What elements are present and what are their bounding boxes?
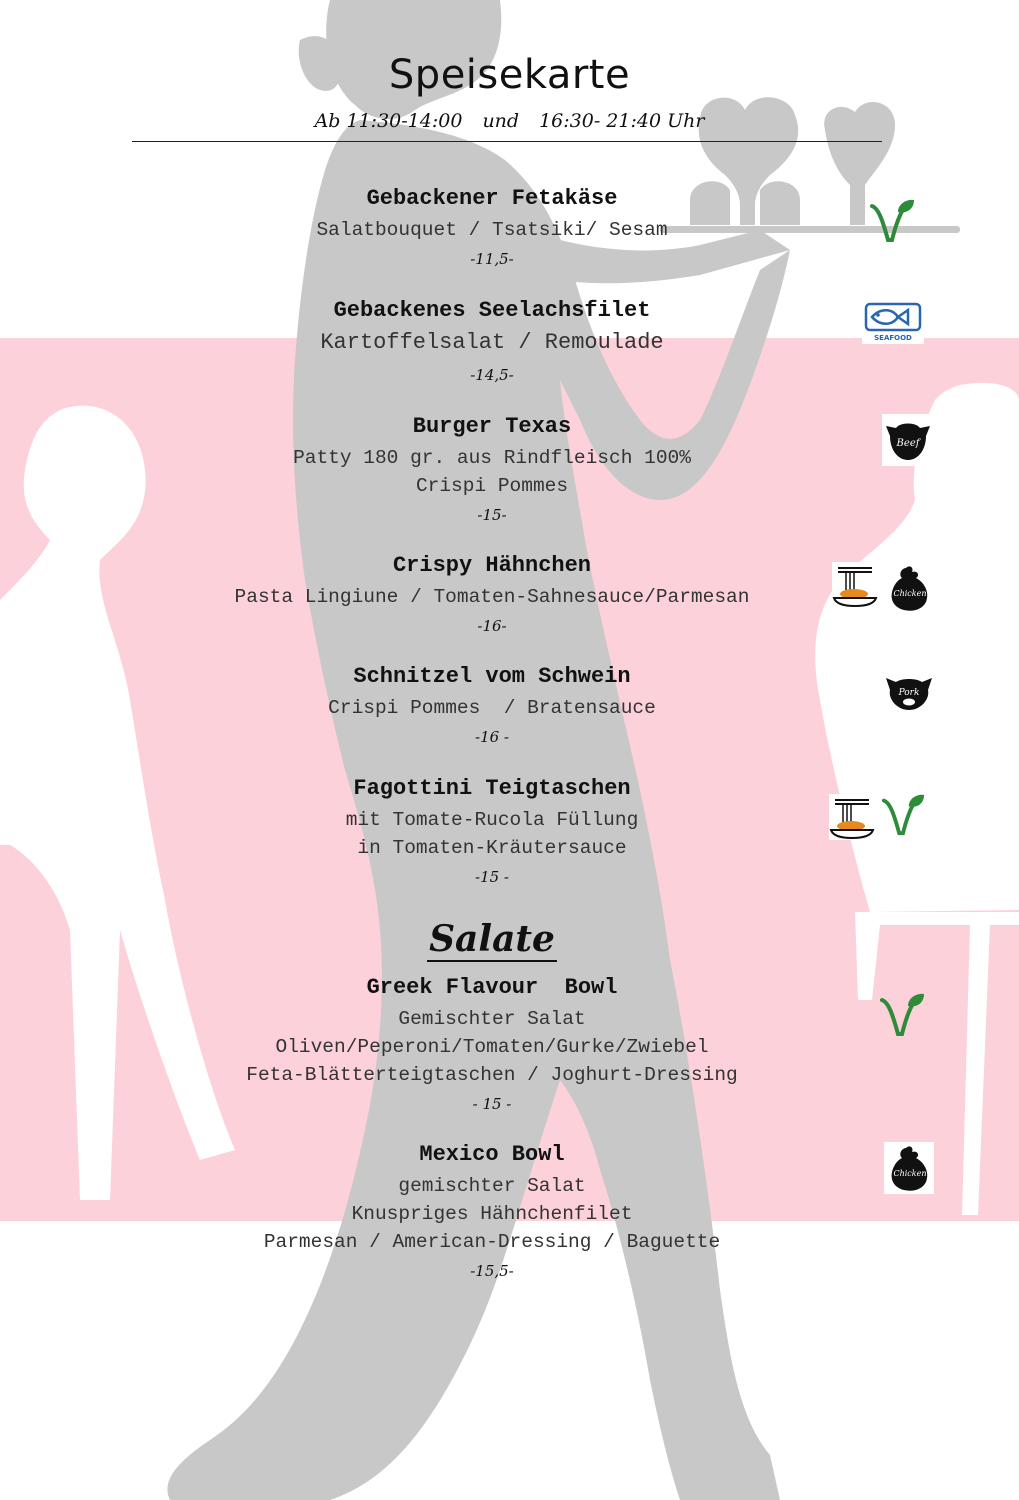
salad-price: -15,5- xyxy=(470,1262,514,1280)
dish-name: Crispy Hähnchen xyxy=(392,553,592,578)
vegetarian-leaf-icon xyxy=(878,990,926,1038)
salad-description: gemischter Salat xyxy=(398,1175,586,1197)
hours-lunch: Ab 11:30-14:00 xyxy=(314,110,463,132)
dish-price: -14,5- xyxy=(470,366,514,384)
pork-icon xyxy=(882,672,936,712)
dish-price: -11,5- xyxy=(470,250,514,268)
page-title: Speisekarte xyxy=(388,52,631,98)
dish-description: mit Tomate-Rucola Füllung xyxy=(345,809,639,831)
salad-description: Knuspriges Hähnchenfilet xyxy=(351,1203,633,1225)
vegetarian-leaf-icon xyxy=(880,790,926,838)
hours-and: und xyxy=(482,110,520,132)
pasta-bowl-icon xyxy=(828,794,876,840)
salad-description: Parmesan / American-Dressing / Baguette xyxy=(263,1231,721,1253)
dish-description: Crispi Pommes / Bratensauce xyxy=(328,697,656,719)
dish-price: -15 - xyxy=(475,868,509,886)
salad-price: - 15 - xyxy=(472,1095,512,1113)
salad-description: Gemischter Salat xyxy=(398,1008,586,1030)
pasta-bowl-icon xyxy=(832,562,878,608)
svg-text:Pork: Pork xyxy=(898,688,920,698)
dish-name: Gebackenes Seelachsfilet xyxy=(333,298,651,323)
hours-dinner: 16:30- 21:40 Uhr xyxy=(539,110,705,132)
chicken-icon xyxy=(884,562,934,614)
svg-text:Chicken: Chicken xyxy=(893,1169,927,1178)
header-divider xyxy=(132,141,882,142)
svg-text:Beef: Beef xyxy=(896,438,920,449)
seafood-fish-icon xyxy=(862,298,924,344)
dish-name: Schnitzel vom Schwein xyxy=(353,664,631,689)
dish-description: Patty 180 gr. aus Rindfleisch 100% xyxy=(293,447,691,469)
dish-description: Pasta Lingiune / Tomaten-Sahnesauce/Parmesan xyxy=(234,586,750,608)
section-title-salate: Salate xyxy=(429,918,555,960)
dish-price: -16- xyxy=(477,617,507,635)
dish-description: Kartoffelsalat / Remoulade xyxy=(320,330,664,355)
dish-description: Crispi Pommes xyxy=(415,475,569,497)
dish-price: -15- xyxy=(477,506,507,524)
svg-text:SEAFOOD: SEAFOOD xyxy=(874,334,912,342)
salad-name: Mexico Bowl xyxy=(419,1142,565,1167)
dish-price: -16 - xyxy=(475,728,509,746)
dish-name: Fagottini Teigtaschen xyxy=(353,776,631,801)
salad-name: Greek Flavour Bowl xyxy=(366,975,618,1000)
salad-description: Feta-Blätterteigtaschen / Joghurt-Dressing xyxy=(246,1064,738,1086)
dish-description: Salatbouquet / Tsatsiki/ Sesam xyxy=(316,219,668,241)
dish-name: Gebackener Fetakäse xyxy=(366,186,618,211)
beef-icon xyxy=(882,414,934,466)
dish-name: Burger Texas xyxy=(412,414,572,439)
vegetarian-leaf-icon xyxy=(868,196,916,244)
opening-hours xyxy=(0,110,1019,132)
dish-description: in Tomaten-Kräutersauce xyxy=(357,837,627,859)
salad-description: Oliven/Peperoni/Tomaten/Gurke/Zwiebel xyxy=(275,1036,709,1058)
chicken-icon xyxy=(884,1142,934,1194)
svg-text:Chicken: Chicken xyxy=(893,589,927,598)
